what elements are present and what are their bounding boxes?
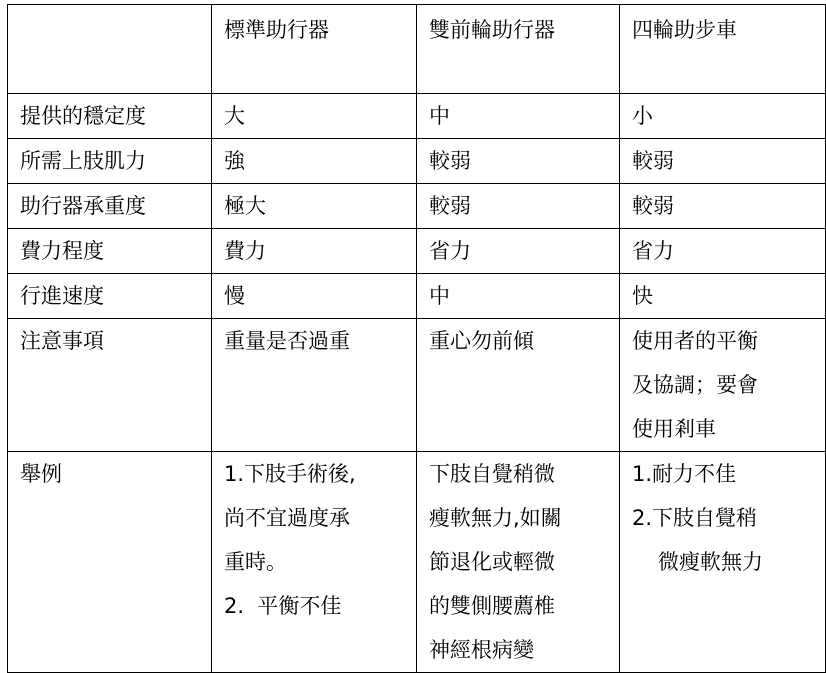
walker-comparison-table — [7, 4, 826, 673]
row-label: 所需上肢肌力 — [8, 139, 212, 184]
cell-line: 重時。 — [224, 550, 287, 574]
header-cell-front-wheel-walker: 雙前輪助行器 — [417, 5, 620, 94]
table-cell: 中 — [417, 94, 620, 139]
table-cell: 較弱 — [620, 184, 826, 229]
header-cell-empty — [8, 5, 212, 94]
table-cell: 強 — [212, 139, 417, 184]
table-cell: 小 — [620, 94, 826, 139]
table-cell: 中 — [417, 274, 620, 319]
table-cell: 較弱 — [417, 184, 620, 229]
header-row — [8, 5, 826, 94]
cell-line: 尚不宜過度承 — [224, 506, 350, 530]
table-row — [8, 229, 826, 274]
cell-line: 及協調；要會 — [632, 373, 758, 397]
header-cell-standard-walker: 標準助行器 — [212, 5, 417, 94]
table-row — [8, 274, 826, 319]
table-row — [8, 139, 826, 184]
cell-line: 節退化或輕微 — [429, 550, 555, 574]
row-label: 提供的穩定度 — [8, 94, 212, 139]
table-row — [8, 452, 826, 673]
table-row — [8, 94, 826, 139]
table-cell — [212, 319, 417, 452]
cell-line: 1.耐力不佳 — [632, 462, 737, 486]
table-cell: 省力 — [417, 229, 620, 274]
table-cell — [212, 452, 417, 673]
table-cell — [620, 452, 826, 673]
table-cell: 費力 — [212, 229, 417, 274]
cell-line: 使用者的平衡 — [632, 329, 758, 353]
cell-line: 1.下肢手術後, — [224, 462, 356, 486]
cell-line: 神經根病變 — [429, 638, 534, 662]
table-cell: 省力 — [620, 229, 826, 274]
table-cell — [417, 319, 620, 452]
table-cell: 大 — [212, 94, 417, 139]
table-cell: 快 — [620, 274, 826, 319]
cell-line: 下肢自覺稍微 — [429, 462, 555, 486]
table-row — [8, 184, 826, 229]
cell-line: 2.下肢自覺稍 — [632, 506, 758, 530]
table-cell: 極大 — [212, 184, 417, 229]
header-cell-four-wheel-rollator: 四輪助步車 — [620, 5, 826, 94]
table-cell: 較弱 — [620, 139, 826, 184]
cell-line: 的雙側腰薦椎 — [429, 594, 555, 618]
cell-line: 2. 平衡不佳 — [224, 594, 342, 618]
table-cell: 較弱 — [417, 139, 620, 184]
cell-line: 使用剎車 — [632, 417, 716, 441]
row-label: 費力程度 — [8, 229, 212, 274]
table-cell: 慢 — [212, 274, 417, 319]
cell-line: 微瘦軟無力 — [658, 550, 763, 574]
cell-line: 重心勿前傾 — [429, 329, 534, 353]
cell-line: 瘦軟無力,如關 — [429, 506, 562, 530]
row-label: 舉例 — [8, 452, 212, 673]
table-cell — [620, 319, 826, 452]
row-label: 助行器承重度 — [8, 184, 212, 229]
table-row — [8, 319, 826, 452]
cell-line: 重量是否過重 — [224, 329, 350, 353]
row-label: 行進速度 — [8, 274, 212, 319]
table-cell — [417, 452, 620, 673]
row-label: 注意事項 — [8, 319, 212, 452]
